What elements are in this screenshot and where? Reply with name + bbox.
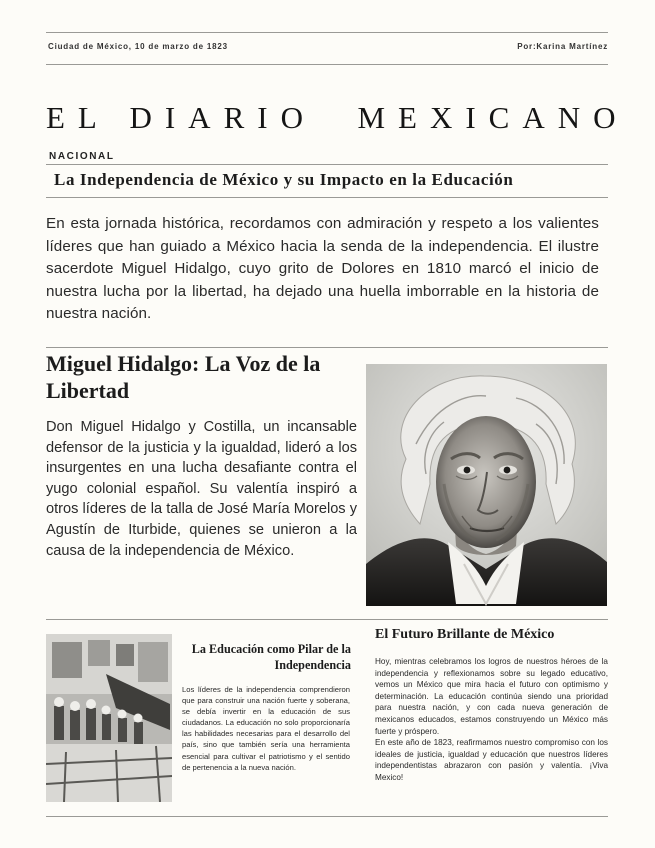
hidalgo-portrait [366, 364, 607, 606]
education-title: La Educación como Pilar de la Independencia [191, 642, 351, 672]
header-bottom-rule [46, 64, 608, 65]
future-body [375, 656, 608, 784]
intro-rule [46, 347, 608, 348]
footer-rule [46, 816, 608, 817]
intro-paragraph: En esta jornada histórica, recordamos con admiración y respeto a los valientes líderes que han guiado a México hacia la senda de la independencia. El ilustre sacerdote Miguel Hidalgo, cuyo grito de Dolores en 1810 marcó el inicio de nuestra lucha por la libertad, ha dejado una huella imborrable en la historia de nuestra nación. [46, 215, 599, 323]
section-label: NACIONAL [49, 151, 115, 162]
byline: Por:Karina Martínez [517, 42, 608, 51]
future-title: El Futuro Brillante de México [375, 627, 555, 642]
future-paragraph-2: En este año de 1823, reafirmamos nuestro compromiso con los ideales de justicia, igualdad y educación que nuestros líderes independentistas abrazaron con pasión y valentía. ¡Viva Mexico! [375, 738, 608, 782]
dateline: Ciudad de México, 10 de marzo de 1823 [48, 42, 228, 51]
section-rule [46, 164, 608, 165]
masthead: EL DIARIO MEXICANO [46, 100, 629, 135]
header-top-rule [46, 32, 608, 33]
headline: La Independencia de México y su Impacto en la Educación [54, 170, 514, 189]
feature-body: Don Miguel Hidalgo y Costilla, un incansable defensor de la justicia y la igualdad, lideró a los insurgentes en una lucha desafiante contra el yugo colonial español. Su valentía inspiró a otros líderes de la talla de José María Morelos y Agustín de Iturbide, quienes se unieron a la causa de la independencia de México. [46, 419, 357, 559]
classroom-photo [46, 634, 172, 802]
headline-rule [46, 197, 608, 198]
future-paragraph-1: Hoy, mientras celebramos los logros de nuestros héroes de la independencia y reflexionamos sobre su legado educativo, vemos un México que mira hacia el futuro con optimismo y determinación. La educación continúa siendo una prioridad para nuestra nación, y con cada nueva generación de mexicanos educados, estamos construyendo un México más fuerte y próspero. [375, 657, 608, 736]
feature-title: Miguel Hidalgo: La Voz de la Libertad [46, 351, 321, 403]
lower-section-rule [46, 619, 608, 620]
education-body: Los líderes de la independencia comprendieron que para construir una nación fuerte y soberana, se debía invertir en la educación de sus ciudadanos. La educación no solo proporcionaría las habilidades necesarias para el desarrollo del país, sino que también sería una herramienta esencial para cultivar el patriotismo y el sentido de pertenencia a la nueva nación. [182, 685, 350, 772]
